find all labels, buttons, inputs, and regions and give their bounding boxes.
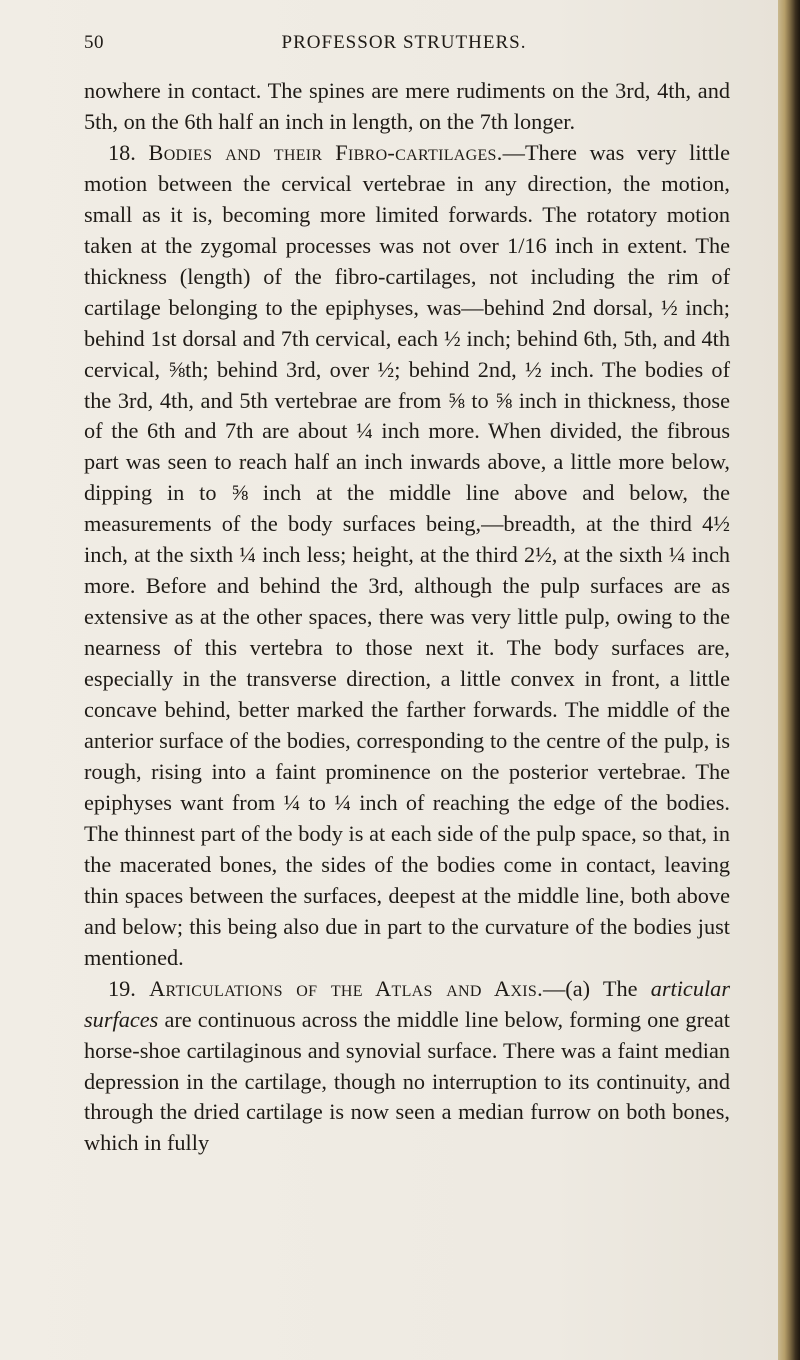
- running-head: PROFESSOR STRUTHERS.: [281, 32, 527, 53]
- italic-phrase: articular surfaces: [84, 975, 730, 1032]
- section-heading: Articulations of the Atlas and Axis.: [149, 975, 543, 1001]
- section-number: 18.: [108, 139, 136, 165]
- paragraph-section-18: [84, 138, 730, 974]
- section-text: are continuous across the middle line below, forming one great horse-shoe cartilaginous and synovial surface. There was a faint median depression in the cartilage, though no interruption to its continuity, and through the dried cartilage is now seen a median furrow on both bones, which in fully: [84, 1006, 730, 1156]
- page-number: 50: [84, 32, 104, 53]
- section-heading: Bodies and their Fibro-cartilages.: [148, 139, 503, 165]
- page-header: [84, 32, 724, 60]
- paragraph-section-19: [84, 974, 730, 1160]
- section-number: 19.: [108, 975, 136, 1001]
- section-label: —(a) The: [543, 975, 638, 1001]
- paragraph-continued: nowhere in contact. The spines are mere rudiments on the 3rd, 4th, and 5th, on the 6th half an inch in length, on the 7th longer.: [84, 78, 730, 134]
- body-text: [84, 76, 730, 1159]
- page-edge-shadow: [778, 0, 800, 1360]
- section-text: —There was very little motion between the cervical vertebrae in any direction, the motion, small as it is, becoming more limited forwards. The rotatory motion taken at the zygomal processes was not over 1/16 inch in extent. The thickness (length) of the fibro-cartilages, not including the rim of cartilage belonging to the epiphyses, was—behind 2nd dorsal, ½ inch; behind 1st dorsal and 7th cervical, each ½ inch; behind 6th, 5th, and 4th cervical, ⅝th; behind 3rd, over ½; behind 2nd, ½ inch. The bodies of the 3rd, 4th, and 5th vertebrae are from ⅝ to ⅝ inch in thickness, those of the 6th and 7th are about ¼ inch more. When divided, the fibrous part was seen to reach half an inch inwards above, a little more below, dipping in to ⅝ inch at the middle line above and below, the measurements of the body surfaces being,—breadth, at the third 4½ inch, at the sixth ¼ inch less; height, at the third 2½, at the sixth ¼ inch more. Before and behind the 3rd, although the pulp surfaces are as extensive as at the other spaces, there was very little pulp, owing to the nearness of this vertebra to those next it. The body surfaces are, especially in the transverse direction, a little convex in front, a little concave behind, better marked the farther forwards. The middle of the anterior surface of the bodies, corresponding to the centre of the pulp, is rough, rising into a faint prominence on the posterior vertebrae. The epiphyses want from ¼ to ¼ inch of reaching the edge of the bodies. The thinnest part of the body is at each side of the pulp space, so that, in the macerated bones, the sides of the bodies come in contact, leaving thin spaces between the surfaces, deepest at the middle line, both above and below; this being also due in part to the curvature of the bodies just mentioned.: [84, 139, 731, 970]
